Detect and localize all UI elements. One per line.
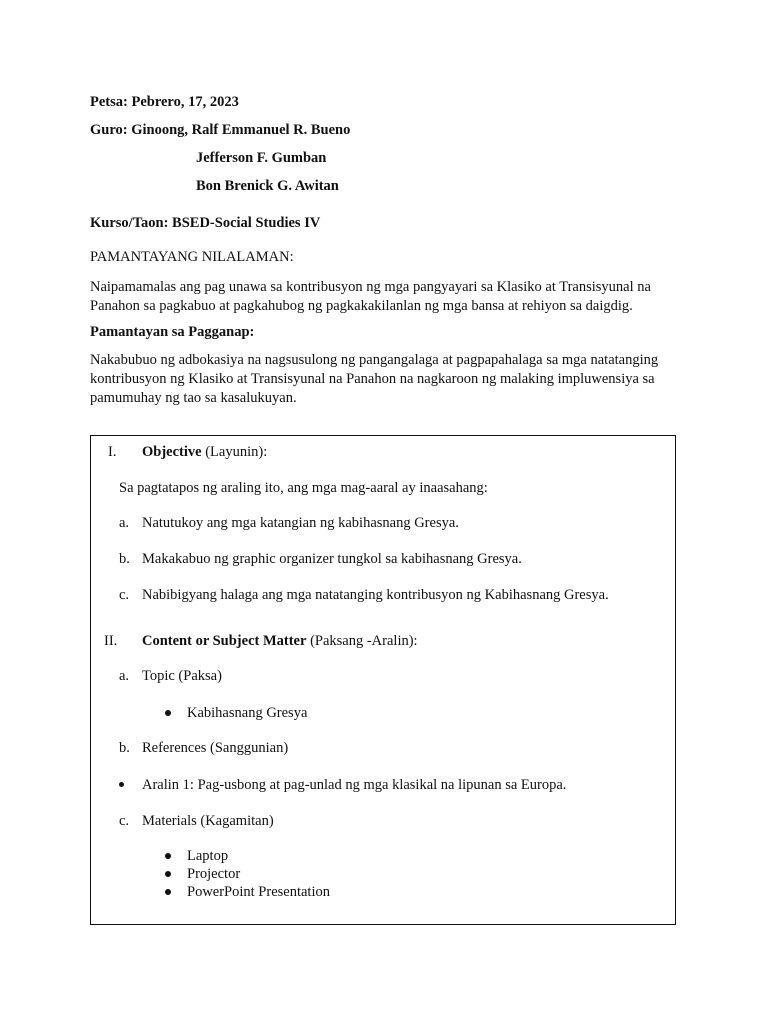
content-numeral: II.	[104, 633, 118, 649]
content-subtitle: (Paksang -Aralin):	[306, 633, 418, 649]
objective-marker: b.	[119, 551, 130, 567]
topic-item: Kabihasnang Gresya	[187, 705, 308, 721]
materials-item: PowerPoint Presentation	[187, 884, 330, 900]
teacher-name-3: Bon Brenick G. Awitan	[196, 178, 339, 194]
date-label: Petsa: Pebrero, 17, 2023	[90, 94, 239, 110]
objective-item: Makakabuo ng graphic organizer tungkol sa kabihasnang Gresya.	[142, 551, 522, 567]
teacher-name-2: Jefferson F. Gumban	[196, 150, 327, 166]
objective-title: Objective	[142, 444, 202, 460]
materials-item: Projector	[187, 866, 241, 882]
objective-item: Natutukoy ang mga katangian ng kabihasnang Gresya.	[142, 515, 459, 531]
materials-marker: c.	[119, 813, 130, 829]
topic-marker: a.	[119, 668, 130, 684]
bullet-icon	[165, 871, 171, 877]
materials-item: Laptop	[187, 848, 229, 864]
objective-heading	[142, 444, 267, 461]
references-marker: b.	[119, 740, 130, 756]
materials-label: Materials (Kagamitan)	[142, 813, 274, 829]
objective-intro: Sa pagtatapos ng araling ito, ang mga mag-aaral ay inaasahang:	[119, 480, 488, 496]
objective-subtitle: (Layunin):	[201, 444, 268, 460]
bullet-icon	[165, 710, 171, 716]
objective-numeral: I.	[108, 444, 117, 460]
content-title: Content or Subject Matter	[142, 633, 307, 649]
course-label: Kurso/Taon: BSED-Social Studies IV	[90, 215, 321, 231]
bullet-icon	[165, 853, 171, 859]
references-item: Aralin 1: Pag-usbong at pag-unlad ng mga klasikal na lipunan sa Europa.	[142, 777, 567, 793]
performance-standard-text: Nakabubuo ng adbokasiya na nagsusulong ng pangangalaga at pagpapahalaga sa mga natatanging kontribusyon ng Klasiko at Transisyunal na Panahon na nagkaroon ng malaking impluwensiya sa pamumuhay ng tao sa kasalukuyan.	[90, 352, 659, 406]
references-label: References (Sanggunian)	[142, 740, 289, 756]
bullet-icon	[165, 889, 171, 895]
objective-item: Nabibigyang halaga ang mga natatanging kontribusyon ng Kabihasnang Gresya.	[142, 587, 609, 603]
content-standard-text: Naipamamalas ang pag unawa sa kontribusyon ng mga pangyayari sa Klasiko at Transisyunal na Panahon sa pagkabuo at pagkahubog ng pagkakakilanlan ng mga bansa at rehiyon sa daigdig.	[90, 279, 651, 314]
bullet-icon	[119, 782, 124, 787]
performance-standard-heading: Pamantayan sa Pagganap:	[90, 324, 255, 340]
objective-marker: c.	[119, 587, 130, 603]
teacher-label: Guro: Ginoong, Ralf Emmanuel R. Bueno	[90, 122, 351, 138]
objective-marker: a.	[119, 515, 130, 531]
topic-label: Topic (Paksa)	[142, 668, 222, 684]
content-standard-heading: PAMANTAYANG NILALAMAN:	[90, 249, 294, 265]
content-heading	[142, 633, 418, 650]
